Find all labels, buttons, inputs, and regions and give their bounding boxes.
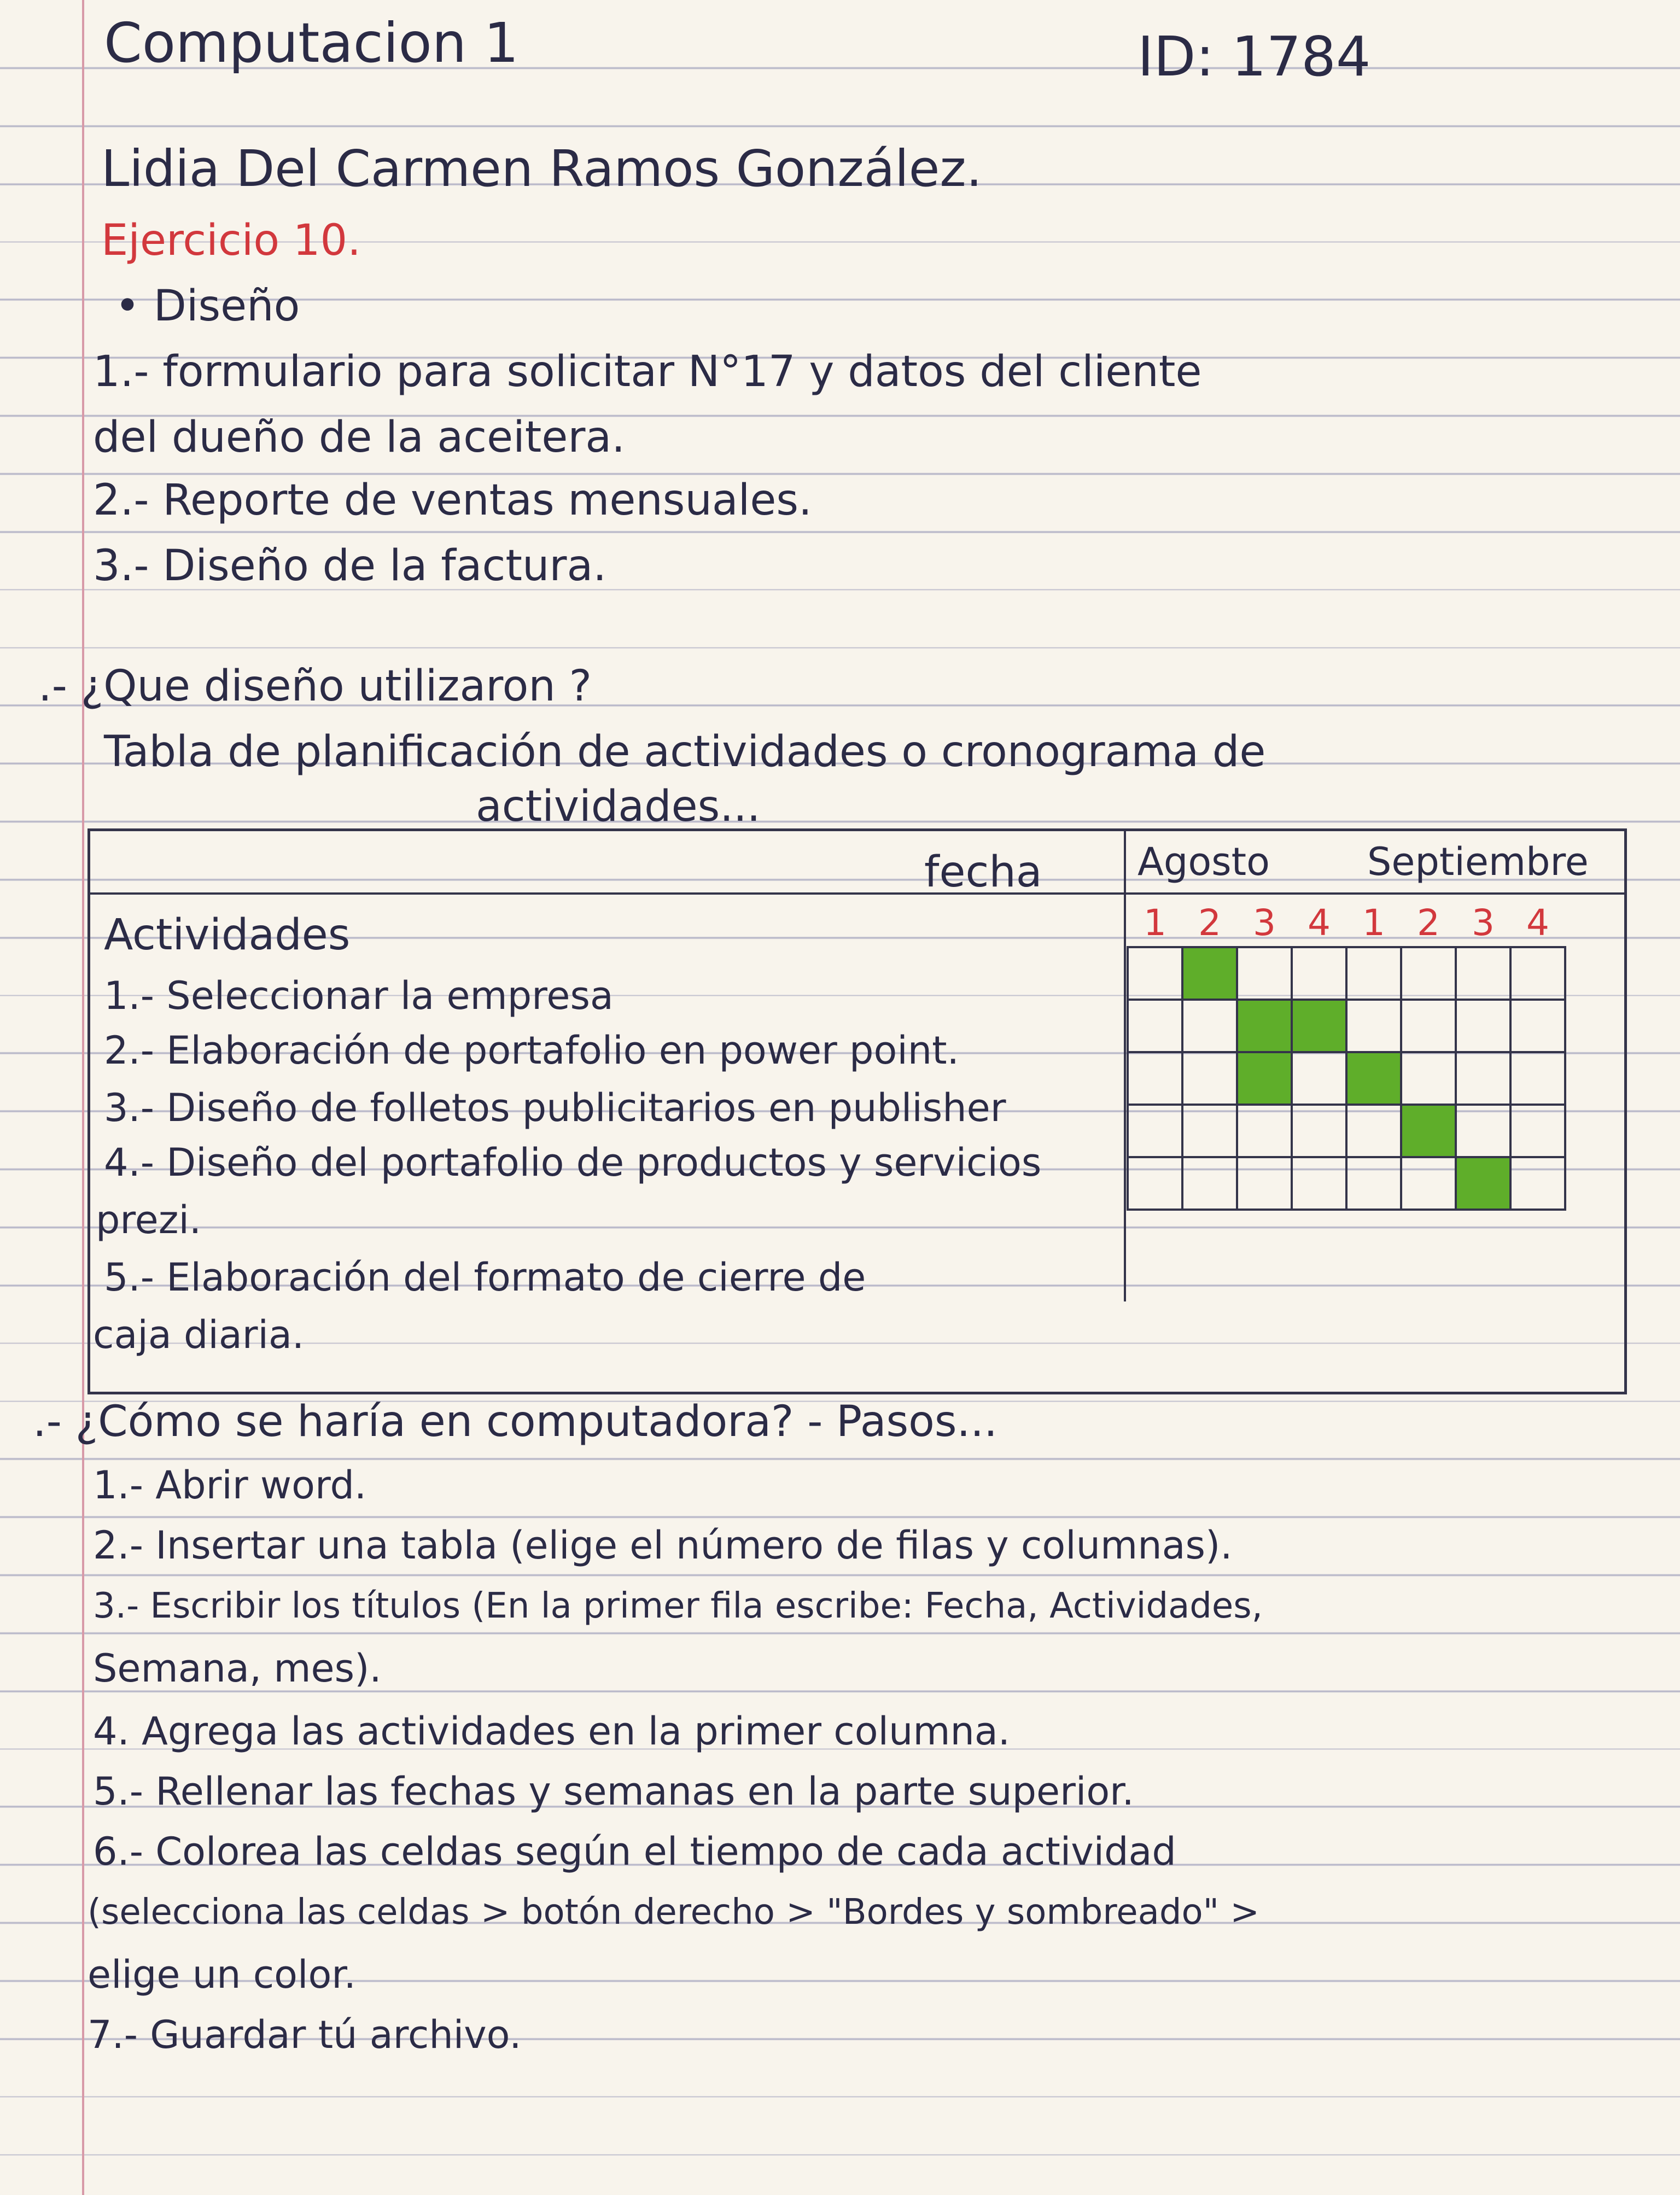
activity-row-2: 2.- Elaboración de portafolio en power point. (104, 1028, 959, 1073)
step-3: 3.- Escribir los títulos (En la primer fila escribe: Fecha, Actividades, (93, 1586, 1263, 1626)
schedule-cell (1457, 1106, 1512, 1158)
schedule-cell-filled (1293, 1001, 1348, 1053)
schedule-cell (1512, 1053, 1566, 1106)
schedule-cell (1402, 1053, 1457, 1106)
schedule-cell (1129, 1001, 1183, 1053)
schedule-cell (1238, 1106, 1293, 1158)
schedule-cell (1129, 1053, 1183, 1106)
schedule-cell (1348, 1001, 1402, 1053)
schedule-cell (1457, 948, 1512, 1001)
step-6-cont-2: elige un color. (88, 1952, 356, 1997)
schedule-cell-filled (1238, 1053, 1293, 1106)
step-5: 5.- Rellenar las fechas y semanas en la parte superior. (93, 1769, 1134, 1814)
week-aug-3: 3 (1253, 902, 1276, 944)
week-sep-1: 1 (1362, 902, 1385, 944)
activity-row-5-cont: caja diaria. (93, 1312, 305, 1357)
week-sep-4: 4 (1526, 902, 1549, 944)
schedule-cell (1129, 1158, 1183, 1211)
student-id: ID: 1784 (1138, 25, 1371, 89)
table-header-rule (88, 892, 1627, 895)
schedule-cell (1512, 1158, 1566, 1211)
step-7: 7.- Guardar tú archivo. (88, 2012, 522, 2057)
schedule-cell (1348, 1158, 1402, 1211)
schedule-cell (1348, 948, 1402, 1001)
schedule-cell (1512, 1001, 1566, 1053)
step-4: 4. Agrega las actividades en la primer columna. (93, 1709, 1011, 1754)
question-2: .- ¿Cómo se haría en computadora? - Pasos... (33, 1397, 998, 1446)
schedule-cell-filled (1457, 1158, 1512, 1211)
activity-row-4-cont: prezi. (96, 1198, 202, 1242)
schedule-cell (1457, 1053, 1512, 1106)
schedule-cell-filled (1348, 1053, 1402, 1106)
schedule-cell-filled (1238, 1001, 1293, 1053)
schedule-cell (1293, 1053, 1348, 1106)
week-sep-3: 3 (1472, 902, 1495, 944)
schedule-cell (1183, 1106, 1238, 1158)
activities-label: Actividades (104, 910, 351, 960)
step-6-cont: (selecciona las celdas > botón derecho > "Bordes y sombreado" > (88, 1892, 1259, 1933)
course-title: Computacion 1 (104, 11, 519, 75)
activity-row-3: 3.- Diseño de folletos publicitarios en publisher (104, 1085, 1006, 1130)
schedule-cell (1402, 948, 1457, 1001)
schedule-cell-filled (1402, 1106, 1457, 1158)
schedule-cell (1402, 1001, 1457, 1053)
schedule-cell (1348, 1106, 1402, 1158)
schedule-cell (1129, 1106, 1183, 1158)
design-item-1-cont: del dueño de la aceitera. (93, 413, 625, 462)
month-agosto: Agosto (1138, 839, 1270, 884)
schedule-cell (1293, 1106, 1348, 1158)
week-aug-4: 4 (1308, 902, 1331, 944)
answer-1-line-1: Tabla de planificación de actividades o cronograma de (104, 727, 1266, 777)
date-label: fecha (924, 848, 1042, 897)
question-1: .- ¿Que diseño utilizaron ? (38, 662, 592, 711)
schedule-cell (1238, 1158, 1293, 1211)
week-aug-1: 1 (1144, 902, 1166, 944)
schedule-cell (1183, 1053, 1238, 1106)
schedule-cell (1183, 1158, 1238, 1211)
design-item-1: 1.- formulario para solicitar N°17 y datos del cliente (93, 347, 1202, 396)
table-divider (1124, 831, 1126, 1301)
schedule-cell (1293, 948, 1348, 1001)
schedule-cell (1238, 948, 1293, 1001)
week-aug-2: 2 (1198, 902, 1221, 944)
student-name: Lidia Del Carmen Ramos González. (101, 139, 982, 198)
week-sep-2: 2 (1417, 902, 1440, 944)
schedule-cell (1512, 1106, 1566, 1158)
exercise-label: Ejercicio 10. (101, 216, 361, 265)
step-1: 1.- Abrir word. (93, 1463, 367, 1508)
schedule-cell (1402, 1158, 1457, 1211)
activity-row-1: 1.- Seleccionar la empresa (104, 973, 614, 1018)
step-3-cont: Semana, mes). (93, 1646, 382, 1691)
design-item-3: 3.- Diseño de la factura. (93, 541, 607, 591)
schedule-cell (1293, 1158, 1348, 1211)
schedule-cell (1129, 948, 1183, 1001)
activity-row-5: 5.- Elaboración del formato de cierre de (104, 1255, 866, 1300)
schedule-cell (1512, 948, 1566, 1001)
activity-row-4: 4.- Diseño del portafolio de productos y servicios (104, 1140, 1042, 1185)
margin-line (82, 0, 84, 2195)
section-heading: • Diseño (115, 282, 300, 331)
step-6: 6.- Colorea las celdas según el tiempo de cada actividad (93, 1829, 1176, 1874)
schedule-cell-filled (1183, 948, 1238, 1001)
step-2: 2.- Insertar una tabla (elige el número de filas y columnas). (93, 1523, 1233, 1568)
schedule-cell (1457, 1001, 1512, 1053)
schedule-grid (1127, 946, 1566, 1211)
schedule-cell (1183, 1001, 1238, 1053)
design-item-2: 2.- Reporte de ventas mensuales. (93, 476, 812, 525)
answer-1-line-2: actividades... (476, 782, 761, 831)
month-septiembre: Septiembre (1367, 839, 1589, 884)
